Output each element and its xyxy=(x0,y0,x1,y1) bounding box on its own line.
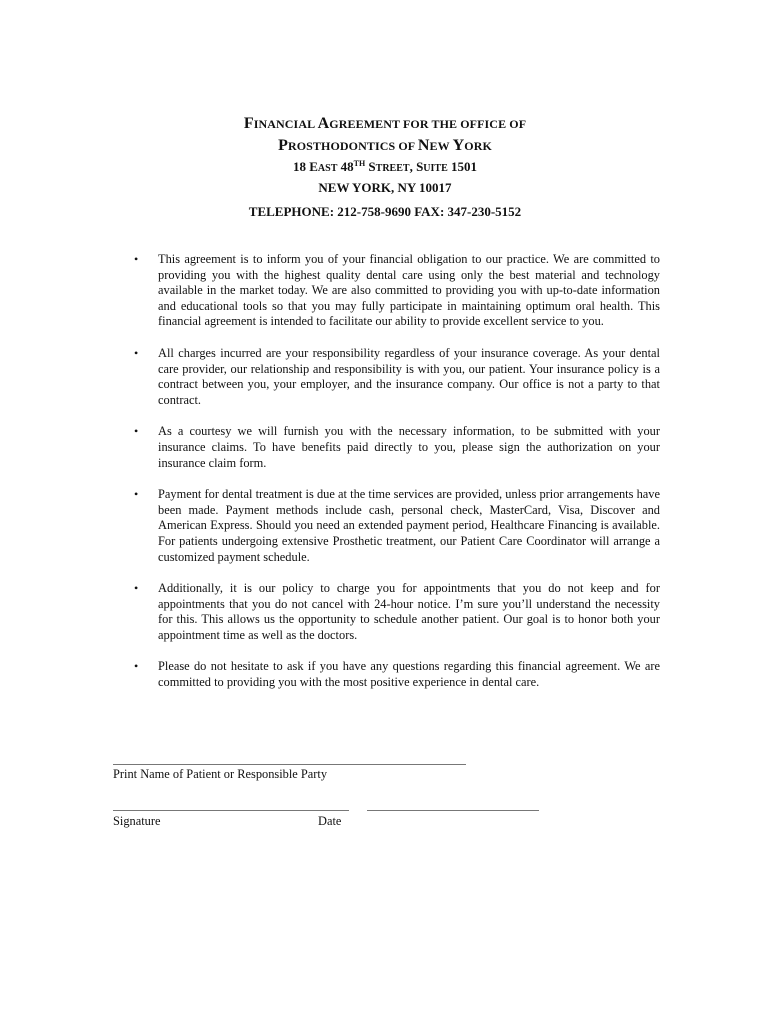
list-item xyxy=(130,581,660,643)
title-initial: Y xyxy=(452,137,465,154)
list-item-text: Payment for dental treatment is due at the time services are provided, unless prior arrangements have been made. Payment methods include cash, personal check, MasterCard, Visa, Discover and American Express. Should you need an extended payment period, Healthcare Financing is available. For patients undergoing extensive Prosthetic treatment, our Patient Care Coordinator will arrange a customized payment schedule. xyxy=(158,487,660,564)
bullet-icon: • xyxy=(134,659,139,674)
list-item xyxy=(130,487,660,565)
title-text: INANCIAL xyxy=(253,117,318,131)
print-name-label: Print Name of Patient or Responsible Party xyxy=(113,767,328,781)
address-part: , S xyxy=(409,159,424,174)
title-initial: P xyxy=(278,137,288,154)
title-initial: N xyxy=(417,137,430,154)
bullet-icon: • xyxy=(134,581,139,596)
bullet-icon: • xyxy=(134,345,139,360)
address-part: 48 xyxy=(337,159,354,174)
city-line: NEW YORK, NY 10017 xyxy=(318,180,452,195)
list-item xyxy=(130,252,660,330)
date-line[interactable] xyxy=(367,810,539,811)
title-text: EW xyxy=(429,139,453,153)
list-item xyxy=(130,346,660,408)
print-name-line[interactable] xyxy=(113,764,466,765)
bullet-icon: • xyxy=(134,252,139,266)
address-part: UITE xyxy=(423,163,448,174)
bullet-icon: • xyxy=(134,424,139,439)
list-item-text: This agreement is to inform you of your financial obligation to our practice. We are committed to providing you with the highest quality dental care using only the best material and technology available in the market today. We are also committed to providing you with up-to-date information and educational tools so that you may fully participate in maintaining optimum oral health. This financial agreement is intended to facilitate our ability to provide excellent service to you. xyxy=(158,252,660,329)
list-item xyxy=(130,659,660,690)
address-ordinal: TH xyxy=(353,159,366,168)
address-part: AST xyxy=(317,163,338,174)
agreement-terms-list xyxy=(130,252,660,707)
list-item-text: Please do not hesitate to ask if you have any questions regarding this financial agreement. We are committed to providing you with the most positive experience in dental care. xyxy=(158,659,660,690)
signature-label: Signature xyxy=(113,814,161,828)
document-header xyxy=(0,113,770,221)
list-item-text: As a courtesy we will furnish you with the necessary information, to be submitted with your insurance claims. To have benefits paid directly to you, please sign the authorization on your insurance claim form. xyxy=(158,424,660,470)
address-part: 1501 xyxy=(447,159,477,174)
list-item-text: All charges incurred are your responsibility regardless of your insurance coverage. As your dental care provider, our relationship and responsibility is with you, our patient. Your insurance policy is a contract between you, your employer, and the insurance company. Our office is not a party to that contract. xyxy=(158,345,660,407)
address-part: 18 E xyxy=(292,159,318,174)
list-item-text: Additionally, it is our policy to charge you for appointments that you do not keep and for appointments that you do not cancel with 24-hour notice. I’m sure you’ll understand the necessity for this. This allows us the opportunity to schedule another patient. Our goal is to honor both your appointment time as well as the doctors. xyxy=(158,581,660,642)
title-initial: F xyxy=(243,115,254,132)
telephone-line: TELEPHONE: 212-758-9690 FAX: 347-230-5152 xyxy=(248,204,522,219)
signature-line[interactable] xyxy=(113,810,349,811)
title-line-2 xyxy=(0,135,770,157)
title-initial: A xyxy=(317,115,330,132)
address-part: S xyxy=(365,159,376,174)
title-text: ORK xyxy=(464,139,492,153)
date-label: Date xyxy=(318,814,342,828)
title-text: GREEMENT FOR THE OFFICE OF xyxy=(329,117,527,131)
bullet-icon: • xyxy=(134,487,139,502)
title-text: ROSTHODONTICS OF xyxy=(287,139,418,153)
list-item xyxy=(130,424,660,471)
title-line-1 xyxy=(0,113,770,135)
address-part: TREET xyxy=(375,163,410,174)
street-address xyxy=(0,157,770,178)
